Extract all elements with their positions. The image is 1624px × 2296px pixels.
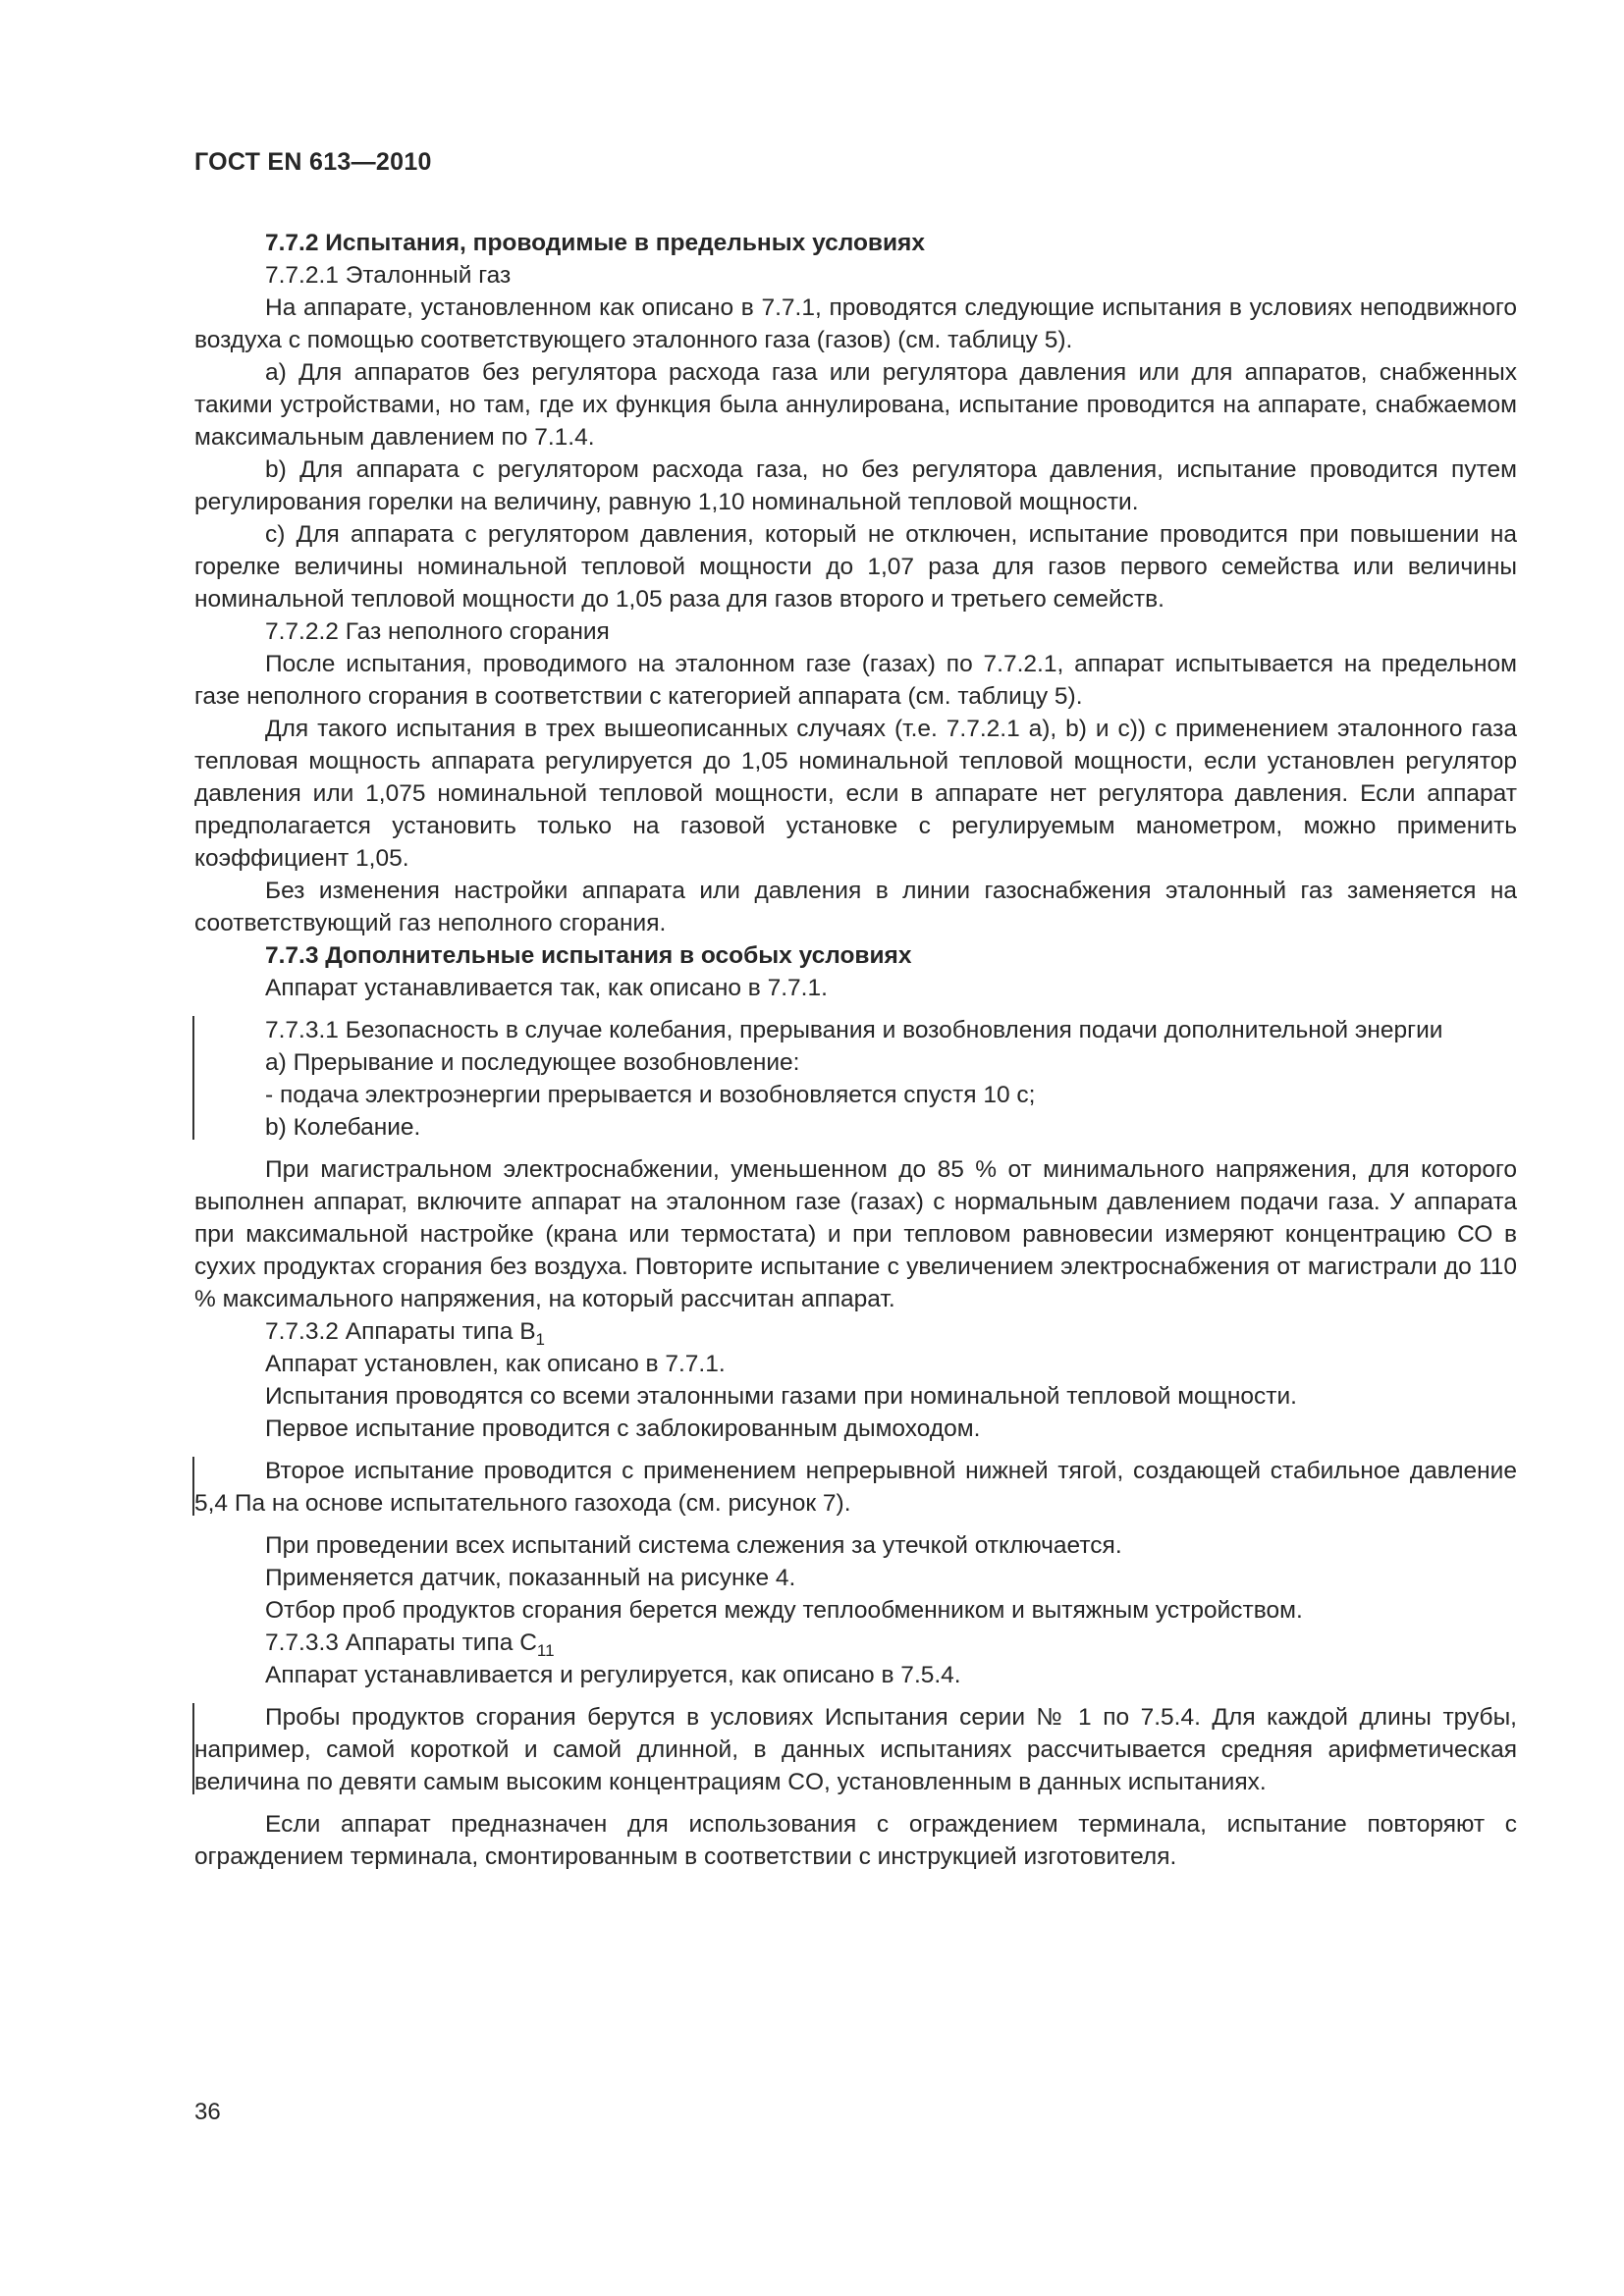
list-item: b) Для аппарата с регулятором расхода газа, но без регулятора давления, испытание проводится путем регулирования горелки на величину, равную 1,10 номинальной тепловой мощности. [194, 456, 1517, 515]
subsection-title: 7.7.3.2 Аппараты типа B [265, 1318, 536, 1345]
paragraph: Без изменения настройки аппарата или давления в линии газоснабжения эталонный газ заменяется на соответствующий газ неполного сгорания. [194, 878, 1517, 936]
subsection-heading [194, 1627, 1517, 1659]
list-item: b) Колебание. [265, 1114, 421, 1141]
paragraph: После испытания, проводимого на эталонном газе (газах) по 7.7.2.1, аппарат испытывается на предельном газе неполного сгорания в соответствии с категорией аппарата (см. таблицу 5). [194, 651, 1517, 710]
list-item: - подача электроэнергии прерывается и возобновляется спустя 10 с; [265, 1082, 1036, 1108]
paragraph: Аппарат устанавливается и регулируется, как описано в 7.5.4. [265, 1662, 961, 1688]
list-item: c) Для аппарата с регулятором давления, который не отключен, испытание проводится при повышении на горелке величины номинальной тепловой мощности до 1,07 раза для газов первого семейства или величины номинальной тепловой мощности до 1,05 раза для газов второго и третьего семейств. [194, 521, 1517, 613]
paragraph: При магистральном электроснабжении, уменьшенном до 85 % от минимального напряжения, для которого выполнен аппарат, включите аппарат на эталонном газе (газах) с нормальным давлением подачи газа. У аппарата при максимальной настройке (крана или термостата) и при тепловом равновесии измеряют концентрацию СО в сухих продуктах сгорания без воздуха. Повторите испытание с увеличением электроснабжения от магистрали до 110 % максимального напряжения, на который рассчитан аппарат. [194, 1156, 1517, 1312]
section-heading: 7.7.3 Дополнительные испытания в особых условиях [265, 942, 912, 969]
page-body [194, 227, 1517, 1873]
paragraph: Пробы продуктов сгорания берутся в условиях Испытания серии № 1 по 7.5.4. Для каждой длины трубы, например, самой короткой и самой длинной, в данных испытаниях рассчитывается средняя арифметическая величина по девяти самым высоким концентрациям CO, установленным в данных испытаниях. [194, 1704, 1517, 1795]
section-heading: 7.7.2 Испытания, проводимые в предельных условиях [265, 230, 925, 256]
list-item: a) Прерывание и последующее возобновление: [265, 1049, 800, 1076]
paragraph: Если аппарат предназначен для использования с ограждением терминала, испытание повторяют с ограждением терминала, смонтированным в соответствии с инструкцией изготовителя. [194, 1811, 1517, 1870]
page-header: ГОСТ EN 613—2010 [194, 148, 432, 176]
subscript: 1 [535, 1330, 545, 1349]
page-number: 36 [194, 2099, 221, 2125]
paragraph: Применяется датчик, показанный на рисунке 4. [265, 1565, 796, 1591]
subscript: 11 [536, 1641, 555, 1660]
list-item: a) Для аппаратов без регулятора расхода газа или регулятора давления или для аппаратов, снабженных такими устройствами, но там, где их функция была аннулирована, испытание проводится на аппарате, снабжаемом максимальным давлением по 7.1.4. [194, 359, 1517, 451]
paragraph: Аппарат устанавливается так, как описано в 7.7.1. [265, 975, 828, 1001]
paragraph: При проведении всех испытаний система слежения за утечкой отключается. [265, 1532, 1122, 1559]
paragraph: Аппарат установлен, как описано в 7.7.1. [265, 1351, 726, 1377]
paragraph: На аппарате, установленном как описано в 7.7.1, проводятся следующие испытания в условиях неподвижного воздуха с помощью соответствующего эталонного газа (газов) (см. таблицу 5). [194, 294, 1517, 353]
subsection-heading: 7.7.3.1 Безопасность в случае колебания, прерывания и возобновления подачи дополнительной энергии [265, 1017, 1443, 1043]
paragraph: Для такого испытания в трех вышеописанных случаях (т.е. 7.7.2.1 a), b) и c)) с применением эталонного газа тепловая мощность аппарата регулируется до 1,05 номинальной тепловой мощности, если установлен регулятор давления или 1,075 номинальной тепловой мощности, если в аппарате нет регулятора давления. Если аппарат предполагается установить только на газовой установке с регулируемым манометром, можно применить коэффициент 1,05. [194, 716, 1517, 872]
revision-block [194, 1014, 1517, 1144]
subsection-title: 7.7.3.3 Аппараты типа C [265, 1629, 537, 1656]
subsection-heading [194, 1315, 1517, 1348]
revision-block [194, 1455, 1517, 1520]
paragraph: Первое испытание проводится с заблокированным дымоходом. [265, 1415, 981, 1442]
subsection-heading: 7.7.2.2 Газ неполного сгорания [265, 618, 610, 645]
paragraph: Отбор проб продуктов сгорания берется между теплообменником и вытяжным устройством. [265, 1597, 1303, 1624]
paragraph: Второе испытание проводится с применением непрерывной нижней тягой, создающей стабильное давление 5,4 Па на основе испытательного газохода (см. рисунок 7). [194, 1458, 1517, 1517]
revision-block [194, 1701, 1517, 1798]
subsection-heading: 7.7.2.1 Эталонный газ [265, 262, 512, 289]
paragraph: Испытания проводятся со всеми эталонными газами при номинальной тепловой мощности. [265, 1383, 1297, 1410]
